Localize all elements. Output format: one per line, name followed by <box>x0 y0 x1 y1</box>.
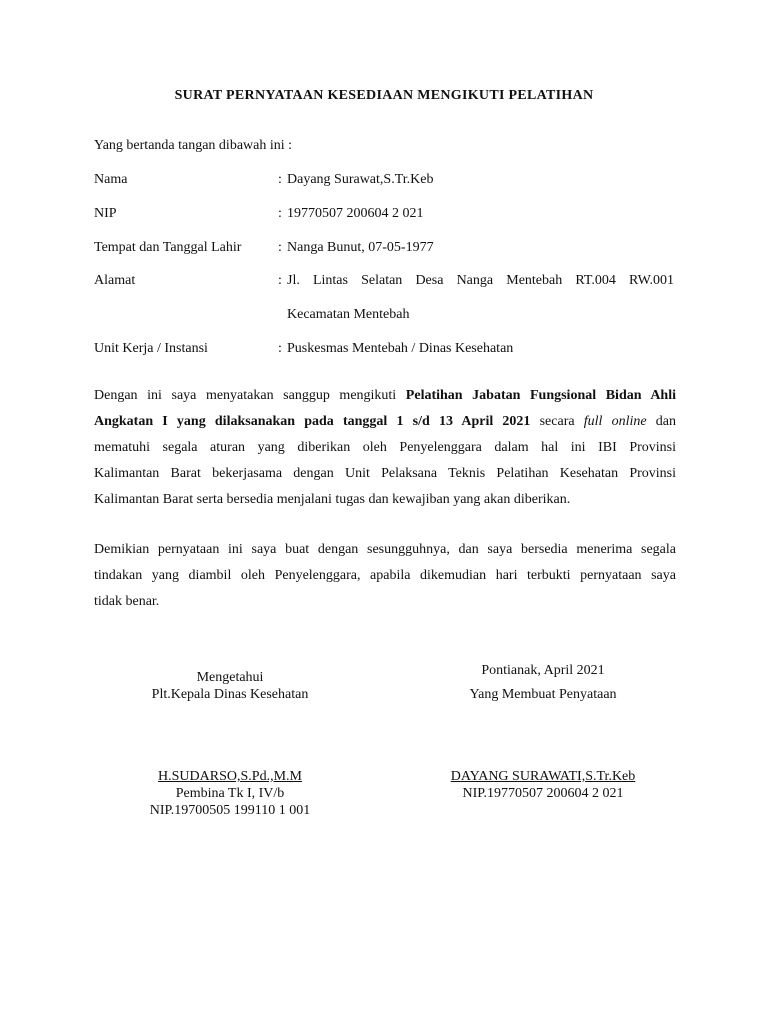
official-position: Plt.Kepala Dinas Kesehatan <box>151 687 309 702</box>
paragraph-line: Kalimantan Barat bekerjasama dengan Unit Pelaksana Teknis Pelatihan Kesehatan Provinsi <box>94 466 676 481</box>
official-name: H.SUDARSO,S.Pd.,M.M <box>158 769 302 784</box>
paragraph-line: mematuhi segala aturan yang diberikan oleh Penyelenggara dalam hal ini IBI Provinsi <box>94 440 676 455</box>
field-colon: : <box>278 240 282 255</box>
field-row-alamat <box>94 273 674 293</box>
field-row-nama <box>94 172 674 192</box>
paragraph-line: Kalimantan Barat serta bersedia menjalani tugas dan kewajiban yang akan diberikan. <box>94 492 571 507</box>
paragraph-line <box>94 386 676 412</box>
field-row-unit <box>94 341 674 361</box>
maker-nip: NIP.19770507 200604 2 021 <box>462 786 624 801</box>
closing-paragraph <box>94 540 676 618</box>
field-label-unit: Unit Kerja / Instansi <box>94 341 208 356</box>
signature-right-footer <box>412 768 674 802</box>
paragraph-text: Dengan ini saya menyatakan sanggup mengikuti <box>94 388 406 403</box>
place-date: Pontianak, April 2021 <box>481 663 605 678</box>
field-value-nip: 19770507 200604 2 021 <box>287 206 424 221</box>
paragraph-text: secara <box>530 414 584 429</box>
paragraph-line: tindakan yang diambil oleh Penyelenggara, apabila dikemudian hari terbukti pernyataan saya <box>94 568 676 583</box>
field-value-unit: Puskesmas Mentebah / Dinas Kesehatan <box>287 341 514 356</box>
field-value-nama: Dayang Surawat,S.Tr.Keb <box>287 172 434 187</box>
maker-name: DAYANG SURAWATI,S.Tr.Keb <box>450 769 636 784</box>
official-rank: Pembina Tk I, IV/b <box>175 786 285 801</box>
field-row-ttl <box>94 240 674 260</box>
acknowledged-label: Mengetahui <box>196 670 264 685</box>
field-label-ttl: Tempat dan Tanggal Lahir <box>94 240 242 255</box>
field-colon: : <box>278 341 282 356</box>
paragraph-line: tidak benar. <box>94 594 160 609</box>
signature-left-header <box>120 669 340 703</box>
paragraph-line: Demikian pernyataan ini saya buat dengan sesungguhnya, dan saya bersedia menerima segala <box>94 542 676 557</box>
signature-left-footer <box>120 768 340 819</box>
field-value-ttl: Nanga Bunut, 07-05-1977 <box>287 240 434 255</box>
paragraph-line <box>94 412 676 438</box>
document-title: SURAT PERNYATAAN KESEDIAAN MENGIKUTI PELATIHAN <box>174 88 594 103</box>
field-row-alamat-cont <box>94 307 674 327</box>
field-value-alamat-line2: Kecamatan Mentebah <box>287 307 410 322</box>
training-name-bold: Pelatihan Jabatan Fungsional Bidan Ahli <box>405 388 677 403</box>
field-label-nama: Nama <box>94 172 128 187</box>
field-value-alamat-line1: Jl. Lintas Selatan Desa Nanga Mentebah RT.004 RW.001 <box>287 273 674 288</box>
statement-paragraph <box>94 386 676 516</box>
field-row-nip <box>94 206 674 226</box>
maker-label: Yang Membuat Penyataan <box>469 687 617 702</box>
signature-right-header <box>412 662 674 703</box>
training-date-bold: Angkatan I yang dilaksanakan pada tanggal 1 s/d 13 April 2021 <box>94 414 531 429</box>
full-online-italic: full online <box>583 414 647 429</box>
field-colon: : <box>278 206 282 221</box>
field-label-alamat: Alamat <box>94 273 136 288</box>
field-label-nip: NIP <box>94 206 117 221</box>
field-colon: : <box>278 273 282 288</box>
field-colon: : <box>278 172 282 187</box>
paragraph-text: dan <box>646 414 676 429</box>
official-nip: NIP.19700505 199110 1 001 <box>149 803 311 818</box>
intro-text: Yang bertanda tangan dibawah ini : <box>94 138 293 153</box>
